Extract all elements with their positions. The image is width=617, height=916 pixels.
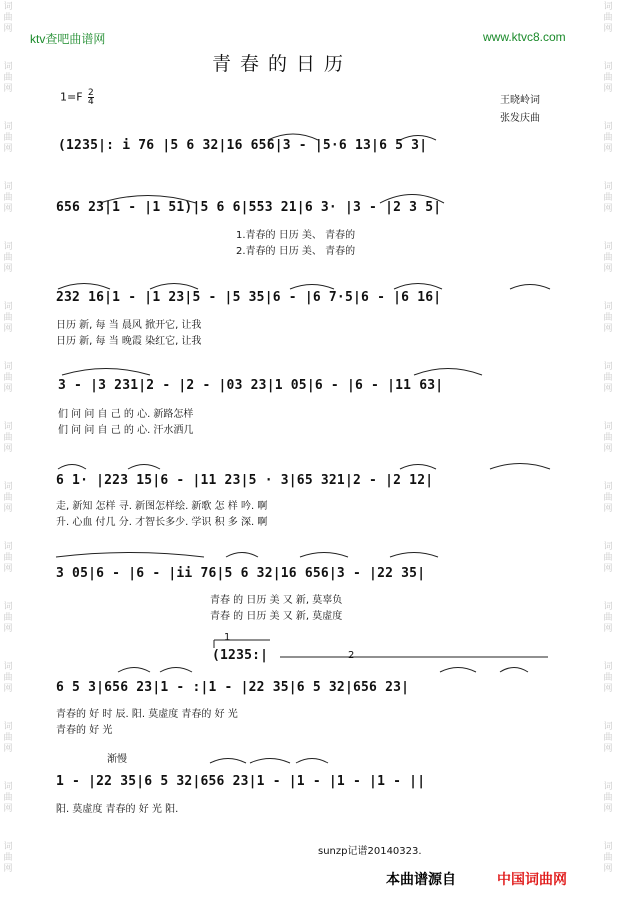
time-denominator: 4 [88,97,94,107]
watermark-right-11: 词曲网 [603,602,613,634]
lyric-line-7-2: 青春的 好 光 [56,725,113,736]
slur-arc [62,369,150,376]
slur-arc [58,465,86,470]
lyric-line-7-1: 青春的 好 时 辰. 阳. 莫虚度 青春的 好 光 [56,709,238,720]
slur-arc [150,284,198,290]
watermark-left-6: 词曲网 [3,302,13,334]
watermark-left-4: 词曲网 [3,182,13,214]
lyric-line-3-1: 日历 新, 每 当 晨风 掀开它, 让我 [56,320,202,331]
watermark-left-2: 词曲网 [3,62,13,94]
slur-arc [490,464,550,470]
volta-first-label: 1 [224,632,231,643]
watermark-right-3: 词曲网 [603,122,613,154]
watermark-right-15: 词曲网 [603,842,613,874]
transcriber-note: sunzp记谱20140323. [318,846,422,857]
time-numerator: 2 [88,88,94,98]
score-system-3: 232 16|1 - |1 23|5 - |5 35|6 - |6 7·5|6 - |6 16| [56,290,442,305]
watermark-left-7: 词曲网 [3,362,13,394]
watermark-left-15: 词曲网 [3,842,13,874]
score-system-1: (1235|: i 76 |5 6 32|16 656|3 - |5·6 13|6 5 3| [58,138,428,153]
watermark-right-9: 词曲网 [603,482,613,514]
slur-arc [58,284,110,290]
key-label: 1=F [60,90,83,104]
slur-arc [56,553,204,558]
lyric-line-5-1: 走, 新知 怎样 寻. 新图怎样绘. 新歌 怎 样 吟. 啊 [56,501,268,512]
slur-arc [414,369,482,376]
slur-arc [160,668,192,673]
slur-arc [128,465,160,470]
lyric-line-3-2: 日历 新, 每 当 晚霞 染红它, 让我 [56,336,202,347]
watermark-left-5: 词曲网 [3,242,13,274]
watermark-right-12: 词曲网 [603,662,613,694]
lyricist-credit: 王晓岭词 [500,95,540,106]
score-system-2: 656 23|1 - |1 51)|5 6 6|553 21|6 3· |3 - |2 3 5| [56,200,442,215]
watermark-right-7: 词曲网 [603,362,613,394]
watermark-left-3: 词曲网 [3,122,13,154]
watermark-right-2: 词曲网 [603,62,613,94]
watermark-left-1: 词曲网 [3,2,13,34]
slur-arc [400,465,436,470]
watermark-right-4: 词曲网 [603,182,613,214]
source-label: 本曲谱源自 [386,872,456,888]
score-system-7: 6 5 3|656 23|1 - :|1 - |22 35|6 5 32|656 23| [56,680,410,695]
composer-credit: 张发庆曲 [500,113,540,124]
lyric-line-6-1: 青春 的 日历 美 又 新, 莫辜负 [210,595,343,606]
watermark-right-8: 词曲网 [603,422,613,454]
slur-arc [394,284,442,290]
watermark-right-13: 词曲网 [603,722,613,754]
watermark-right-14: 词曲网 [603,782,613,814]
watermark-left-12: 词曲网 [3,662,13,694]
lyric-line-2-2: 2.青春的 日历 美、 青春的 [236,246,356,257]
lyric-line-4-1: 们 问 问 自 己 的 心. 新路怎样 [58,409,194,420]
watermark-right-1: 词曲网 [603,2,613,34]
watermark-right-5: 词曲网 [603,242,613,274]
watermark-left-8: 词曲网 [3,422,13,454]
score-system-8: 1 - |22 35|6 5 32|656 23|1 - |1 - |1 - |1 - || [56,774,426,789]
tempo-ritardando: 渐慢 [107,754,127,765]
score-system-5: 6 1· |223 15|6 - |11 23|5 · 3|65 321|2 - |2 12| [56,473,434,488]
slur-arc [390,553,438,558]
slur-arc [300,553,348,558]
score-system-4: 3 - |3 231|2 - |2 - |03 23|1 05|6 - |6 - |11 63| [58,378,444,393]
slur-arc [296,759,328,764]
slur-arc [210,759,246,764]
slur-arc [118,668,150,673]
site-name-left[interactable]: ktv查吧曲谱网 [30,32,106,46]
site-url-right[interactable]: www.ktvc8.com [483,30,566,44]
watermark-right-10: 词曲网 [603,542,613,574]
score-system-6: 3 05|6 - |6 - |ii 76|5 6 32|16 656|3 - |22 35| [56,566,426,581]
lyric-line-5-2: 升. 心血 付几 分. 才智长多少. 学识 积 多 深. 啊 [56,517,268,528]
slur-arc [440,668,476,673]
watermark-right-6: 词曲网 [603,302,613,334]
slur-arc [500,668,528,673]
watermark-left-13: 词曲网 [3,722,13,754]
lyric-line-8-1: 阳. 莫虚度 青春的 好 光 阳. [56,804,179,815]
watermark-left-11: 词曲网 [3,602,13,634]
lyric-line-4-2: 们 问 问 自 己 的 心. 汗水洒几 [58,425,194,436]
slur-arc [250,759,290,764]
watermark-left-10: 词曲网 [3,542,13,574]
watermark-left-14: 词曲网 [3,782,13,814]
volta-second-label: 2 [348,650,355,661]
slur-arc [226,553,258,558]
repeat-bracket-notes: (1235:| [212,648,269,663]
lyric-line-2-1: 1.青春的 日历 美、 青春的 [236,230,356,241]
song-title: 青春的日历 [212,53,353,75]
source-site-link[interactable]: 中国词曲网 [497,872,567,888]
slur-arc [290,285,334,290]
lyric-line-6-2: 青春 的 日历 美 又 新, 莫虚度 [210,611,343,622]
watermark-left-9: 词曲网 [3,482,13,514]
slur-arc [510,285,550,290]
